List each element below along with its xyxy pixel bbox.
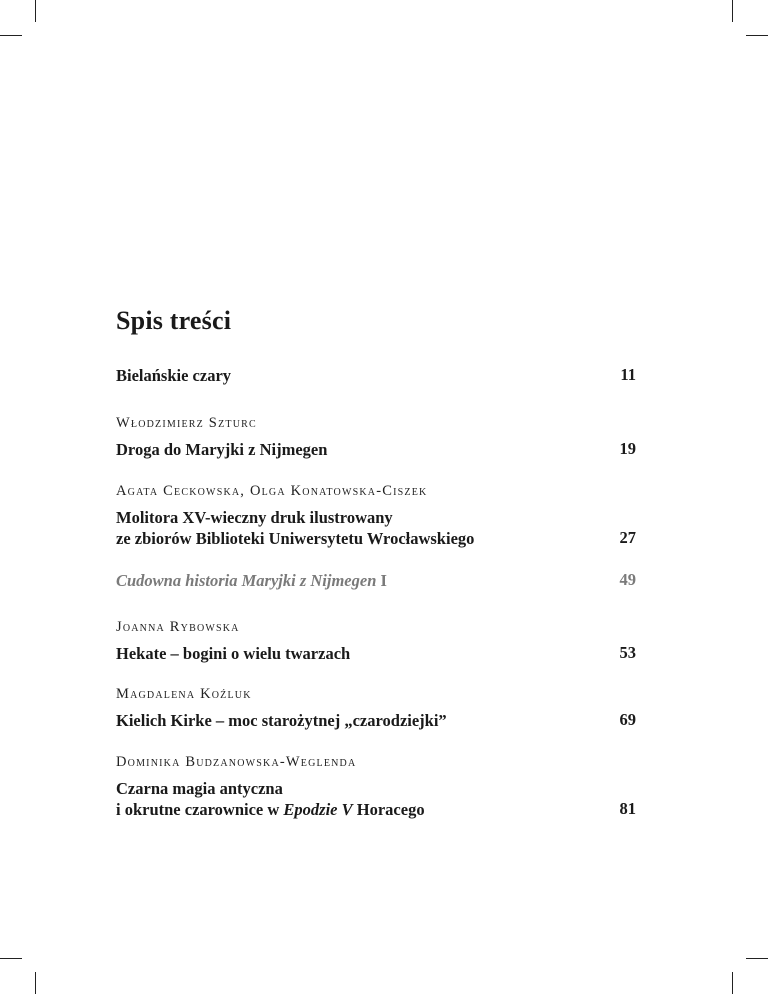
crop-mark [746,958,768,959]
toc-page-number: 81 [619,799,636,818]
crop-mark [746,35,768,36]
toc-entry-author: Włodzimierz Szturc [116,415,257,431]
toc-entry-author: Agata Ceckowska, Olga Konatowska-Ciszek [116,483,428,499]
toc-entry-title-italic: Epodzie V [283,800,353,819]
toc-page-number: 11 [620,365,636,384]
toc-entry-title-line2: ze zbiorów Biblioteki Uniwersytetu Wrocławskiego [116,529,475,548]
toc-entry-title-line2 [116,799,425,820]
toc-entry-title-post: Horacego [352,800,425,819]
toc-entry-title: Hekate – bogini o wielu twarzach [116,644,351,663]
crop-mark [0,35,22,36]
toc-entry-title: Czarna magia antyczna [116,779,283,798]
page-title: Spis treści [116,306,232,335]
crop-mark [0,958,22,959]
crop-mark [732,0,733,22]
crop-mark [35,972,36,994]
toc-entry-author: Joanna Rybowska [116,619,240,635]
toc-entry-title: Bielańskie czary [116,366,232,385]
crop-mark [732,972,733,994]
toc-page-number: 19 [619,439,636,458]
crop-mark [35,0,36,22]
toc-entry-title-pre: i okrutne czarownice w [116,800,284,819]
toc-entry-title [116,570,387,591]
toc-entry-author: Magdalena Koźluk [116,686,252,702]
toc-page-number: 69 [619,710,636,729]
toc-entry-title: Droga do Maryjki z Nijmegen [116,440,328,459]
toc-page-number: 49 [619,570,636,589]
toc-entry-title: Kielich Kirke – moc starożytnej „czarodziejki” [116,711,447,730]
toc-page-number: 53 [619,643,636,662]
toc-entry-author: Dominika Budzanowska-Weglenda [116,754,357,770]
toc-page-number: 27 [619,528,636,547]
toc-entry-title-suffix: I [376,571,387,590]
toc-entry-title: Molitora XV-wieczny druk ilustrowany [116,508,393,527]
toc-entry-title-italic: Cudowna historia Maryjki z Nijmegen [116,571,377,590]
